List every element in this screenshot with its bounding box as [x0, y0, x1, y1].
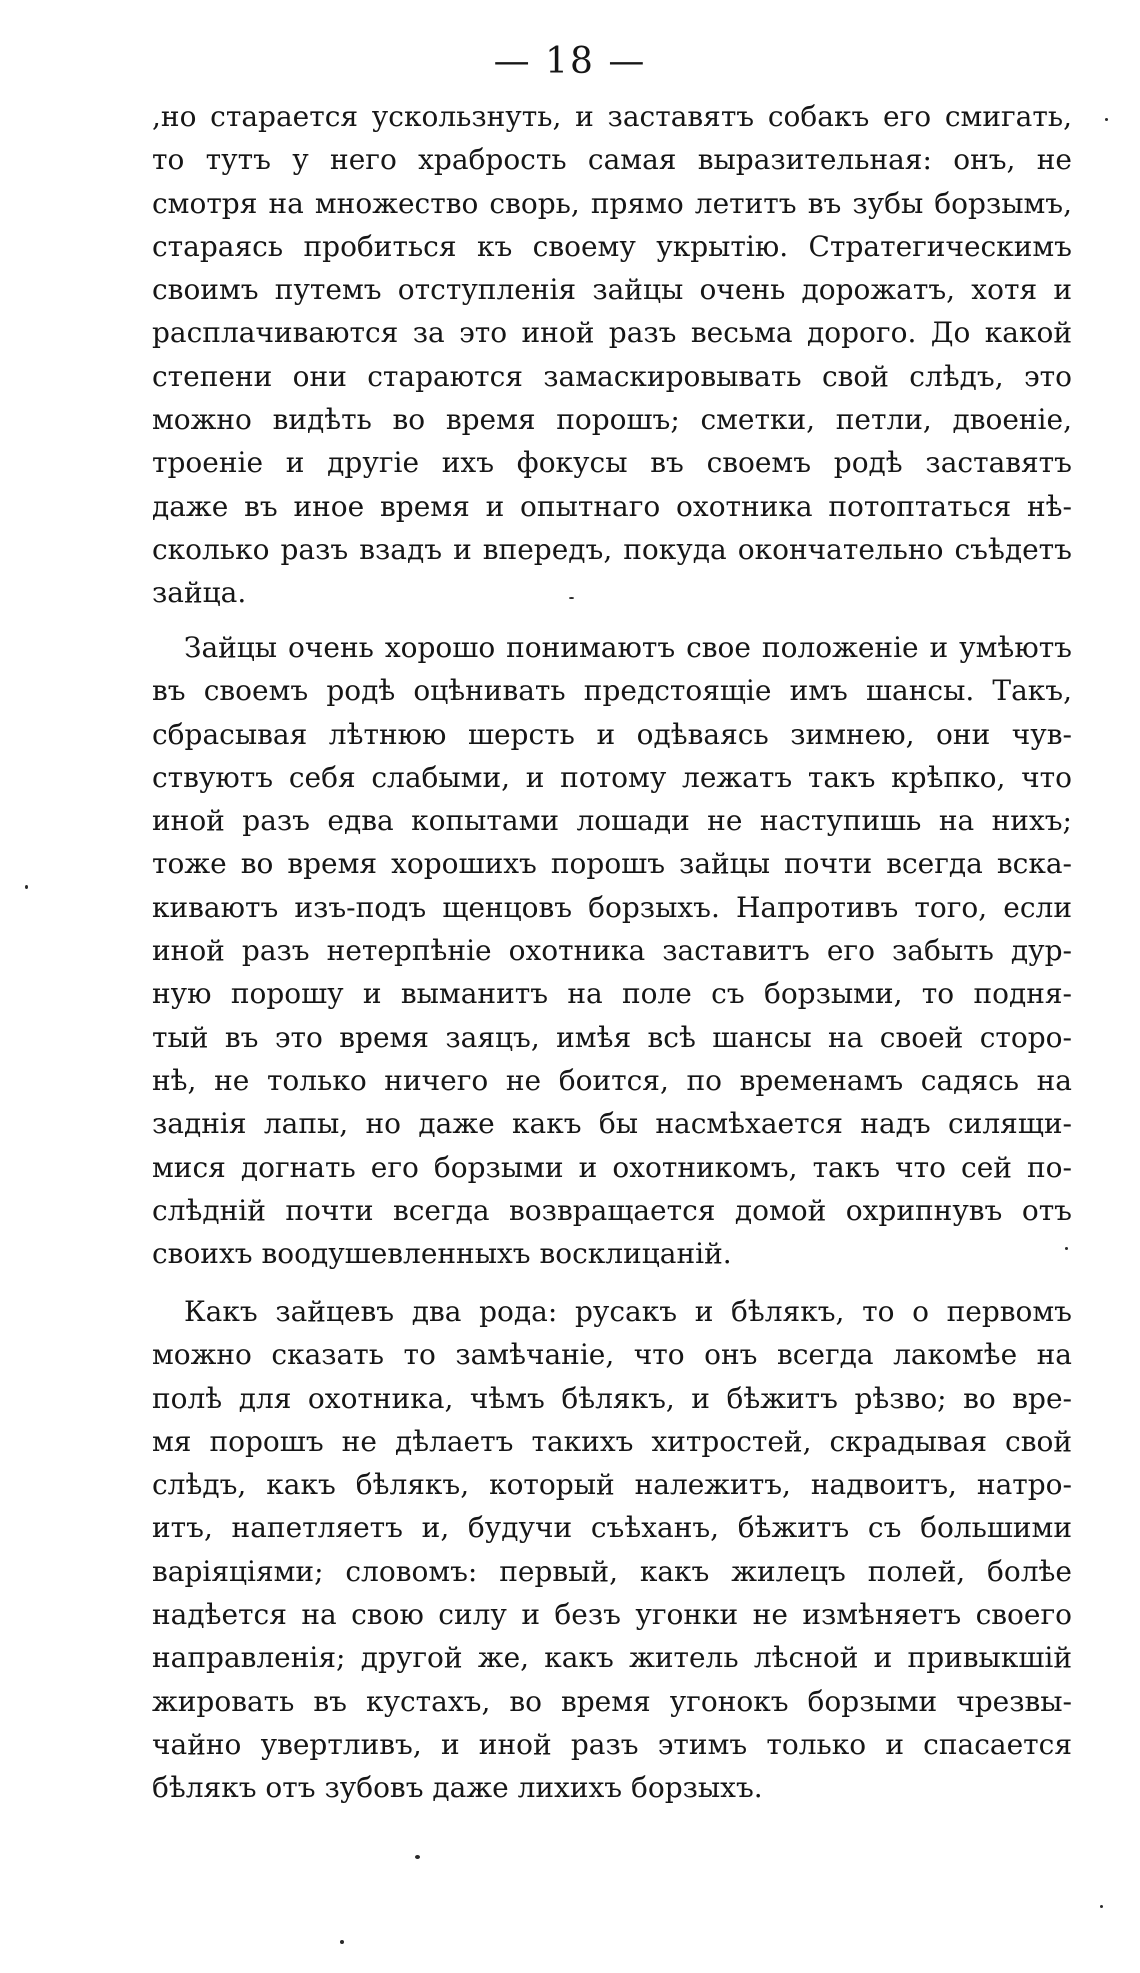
scan-speck — [1100, 1905, 1103, 1908]
text-line: ,но старается ускользнуть, и заставятъ собакъ его смигать, — [152, 100, 1072, 133]
text-line: троеніе и другіе ихъ фокусы въ своемъ родѣ заставятъ — [152, 446, 1072, 480]
text-line: зайца. — [152, 576, 247, 610]
paragraph-2 — [152, 626, 1072, 1275]
text-line: расплачиваются за это иной разъ весьма дорого. До какой — [152, 316, 1072, 350]
page-number: — 18 — — [493, 41, 647, 82]
text-line: ную порошу и выманитъ на поле съ борзыми, то подня- — [152, 977, 1072, 1011]
text-line: Какъ зайцевъ два рода: русакъ и бѣлякъ, то о первомъ — [184, 1295, 1072, 1328]
text-line: иной разъ нетерпѣніе охотника заставитъ его забыть дур- — [152, 934, 1072, 968]
text-line: то тутъ у него храбрость самая выразительная: онъ, не — [152, 143, 1072, 177]
paragraph-3 — [152, 1290, 1072, 1810]
text-line: тый въ это время заяцъ, имѣя всѣ шансы на своей сторо- — [152, 1020, 1072, 1054]
paragraph-1 — [152, 95, 1072, 615]
text-line: можно сказать то замѣчаніе, что онъ всегда лакомѣе на — [152, 1338, 1072, 1372]
text-line: иной разъ едва копытами лошади не наступишь на нихъ; — [152, 804, 1072, 838]
scan-speck — [340, 1940, 344, 1944]
scan-speck — [415, 1855, 420, 1859]
text-line: степени они стараются замаскировывать свой слѣдъ, это — [152, 359, 1072, 393]
text-line: своимъ путемъ отступленія зайцы очень дорожатъ, хотя и — [152, 273, 1072, 307]
text-line: слѣдній почти всегда возвращается домой охрипнувъ отъ — [152, 1193, 1072, 1227]
scan-speck — [569, 597, 574, 599]
text-line: даже въ иное время и опытнаго охотника потоптаться нѣ- — [152, 489, 1072, 523]
text-line: Зайцы очень хорошо понимаютъ свое положеніе и умѣютъ — [184, 631, 1072, 664]
scan-speck — [25, 885, 28, 889]
scan-speck — [1065, 1247, 1068, 1250]
text-line: своихъ воодушевленныхъ восклицаній. — [152, 1237, 732, 1271]
text-line: нѣ, не только ничего не боится, по временамъ садясь на — [152, 1063, 1072, 1097]
text-line: ствуютъ себя слабыми, и потому лежатъ такъ крѣпко, что — [152, 760, 1072, 794]
text-line: тоже во время хорошихъ порошъ зайцы почти всегда вска- — [152, 847, 1072, 881]
text-line: киваютъ изъ-подъ щенцовъ борзыхъ. Напротивъ того, если — [152, 890, 1072, 924]
text-line: мя порошъ не дѣлаетъ такихъ хитростей, скрадывая свой — [152, 1424, 1072, 1458]
text-line: мися догнать его борзыми и охотникомъ, такъ что сей по- — [152, 1150, 1072, 1184]
text-line: бѣлякъ отъ зубовъ даже лихихъ борзыхъ. — [152, 1771, 763, 1805]
text-line: жировать въ кустахъ, во время угонокъ борзыми чрезвы- — [152, 1684, 1072, 1718]
text-line: полѣ для охотника, чѣмъ бѣлякъ, и бѣжитъ рѣзво; во вре- — [152, 1381, 1072, 1415]
text-line: варіяціями; словомъ: первый, какъ жилецъ полей, болѣе — [152, 1554, 1072, 1588]
text-line: итъ, напетляетъ и, будучи съѣханъ, бѣжитъ съ большими — [152, 1511, 1072, 1545]
text-line: смотря на множество сворь, прямо летитъ въ зубы борзымъ, — [152, 186, 1072, 220]
text-line: сбрасывая лѣтнюю шерсть и одѣваясь зимнею, они чув- — [152, 717, 1072, 751]
text-line: стараясь пробиться къ своему укрытію. Стратегическимъ — [152, 229, 1072, 263]
text-line: сколько разъ взадъ и впередъ, покуда окончательно съѣдетъ — [152, 532, 1072, 566]
text-line: въ своемъ родѣ оцѣнивать предстоящіе имъ шансы. Такъ, — [152, 674, 1072, 708]
text-line: можно видѣть во время порошъ; сметки, петли, двоеніе, — [152, 403, 1072, 437]
text-line: надѣется на свою силу и безъ угонки не измѣняетъ своего — [152, 1598, 1072, 1632]
text-line: направленія; другой же, какъ житель лѣсной и привыкшій — [152, 1641, 1072, 1675]
text-line: слѣдъ, какъ бѣлякъ, который належитъ, надвоитъ, натро- — [152, 1468, 1072, 1502]
scan-speck — [1105, 118, 1108, 121]
text-line: чайно увертливъ, и иной разъ этимъ только и спасается — [152, 1727, 1072, 1761]
text-line: заднія лапы, но даже какъ бы насмѣхается надъ силящи- — [152, 1107, 1072, 1141]
